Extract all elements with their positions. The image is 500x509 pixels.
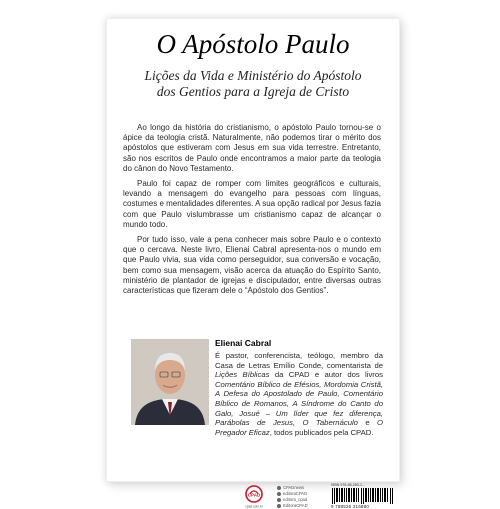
synopsis-paragraph-2: Paulo foi capaz de romper com limites geográficos e culturais, levando a mensagem do evangelho para pessoas com línguas, costumes e mentalidades diferentes. A sua opção radical por Jesus fazia com que Paulo vislumbrasse um cristianismo capaz de alcançar o mundo todo.: [123, 179, 381, 229]
author-photo: [131, 339, 209, 425]
author-bio-books: O Pregador Eficaz: [215, 418, 383, 437]
book-title: O Apóstolo Paulo: [156, 29, 350, 59]
synopsis-text: [123, 123, 381, 301]
author-bio-text: , todos publicados pela CPAD.: [269, 427, 374, 437]
book-subtitle: [107, 68, 399, 100]
author-bio-text: É pastor, conferencista, teólogo, membro da Casa de Letras Emílio Conde, comentarista de: [215, 351, 383, 370]
social-handle: CPADnews: [283, 485, 305, 490]
author-bio-title: Lições Bíblicas: [215, 370, 270, 380]
author-bio: [215, 351, 383, 437]
social-links: [277, 485, 308, 509]
book-back-cover: [106, 18, 400, 509]
publisher-site: cpad.com.br: [245, 504, 263, 509]
logo-text: CPAD: [247, 492, 261, 498]
social-handle: editoraCPAD: [283, 491, 308, 496]
author-name: Elienai Cabral: [215, 338, 272, 348]
social-item[interactable]: [277, 503, 308, 509]
author-bio-text: e: [357, 418, 378, 428]
facebook-icon: [277, 492, 281, 496]
author-bio-text: da CPAD e autor dos livros: [269, 370, 383, 380]
synopsis-paragraph-1: Ao longo da história do cristianismo, o apóstolo Paulo tornou-se o ápice da teologia cristã. Naturalmente, não podemos tirar o mérito dos apóstolos que estiveram com Jesus em sua vida terrestre. Entretanto, são nos escritos de Paulo onde encontramos a maior parte da teologia do cânon do Novo Testamento.: [123, 123, 381, 173]
author-bio-books: Comentário Bíblico de Efésios, Mordomia Cristã, A Defesa do Apostolado de Paulo, Comentário Bíblico de Romanos, A Síndrome do Canto do Galo, Josué – Um líder que fez diferença, Parábolas de Jesus, O Tabernáculo: [215, 379, 383, 428]
instagram-icon: [277, 498, 281, 502]
subtitle-line-1: Lições da Vida e Ministério do Apóstolo: [144, 68, 362, 83]
social-handle: editora_cpad: [283, 497, 308, 502]
barcode-digits: 9 788526 316880: [331, 504, 370, 509]
cpad-logo-icon: [241, 485, 267, 509]
twitter-icon: [277, 486, 281, 490]
social-handle: EditoraCPAD: [283, 503, 308, 508]
isbn-text: ISBN 978-85-263-1…: [331, 483, 366, 487]
youtube-icon: [277, 504, 281, 508]
barcode-icon: [331, 488, 395, 504]
barcode-block: [331, 483, 397, 509]
subtitle-line-2: dos Gentios para a Igreja de Cristo: [156, 84, 350, 99]
synopsis-paragraph-3: Por tudo isso, vale a pena conhecer mais sobre Paulo e o contexto que o cercava. Neste livro, Elienai Cabral apresenta-nos o mundo em que Paulo vivia, sua vida como perseguidor, sua conversão e vocação, bem como sua mensagem, visão acerca da atuação do Espírito Santo, ministério de plantador de igrejas e discipulador, entre diversas outras características que fizeram dele o “Apóstolo dos Gentios”.: [123, 235, 381, 296]
author-portrait-icon: [131, 339, 209, 425]
